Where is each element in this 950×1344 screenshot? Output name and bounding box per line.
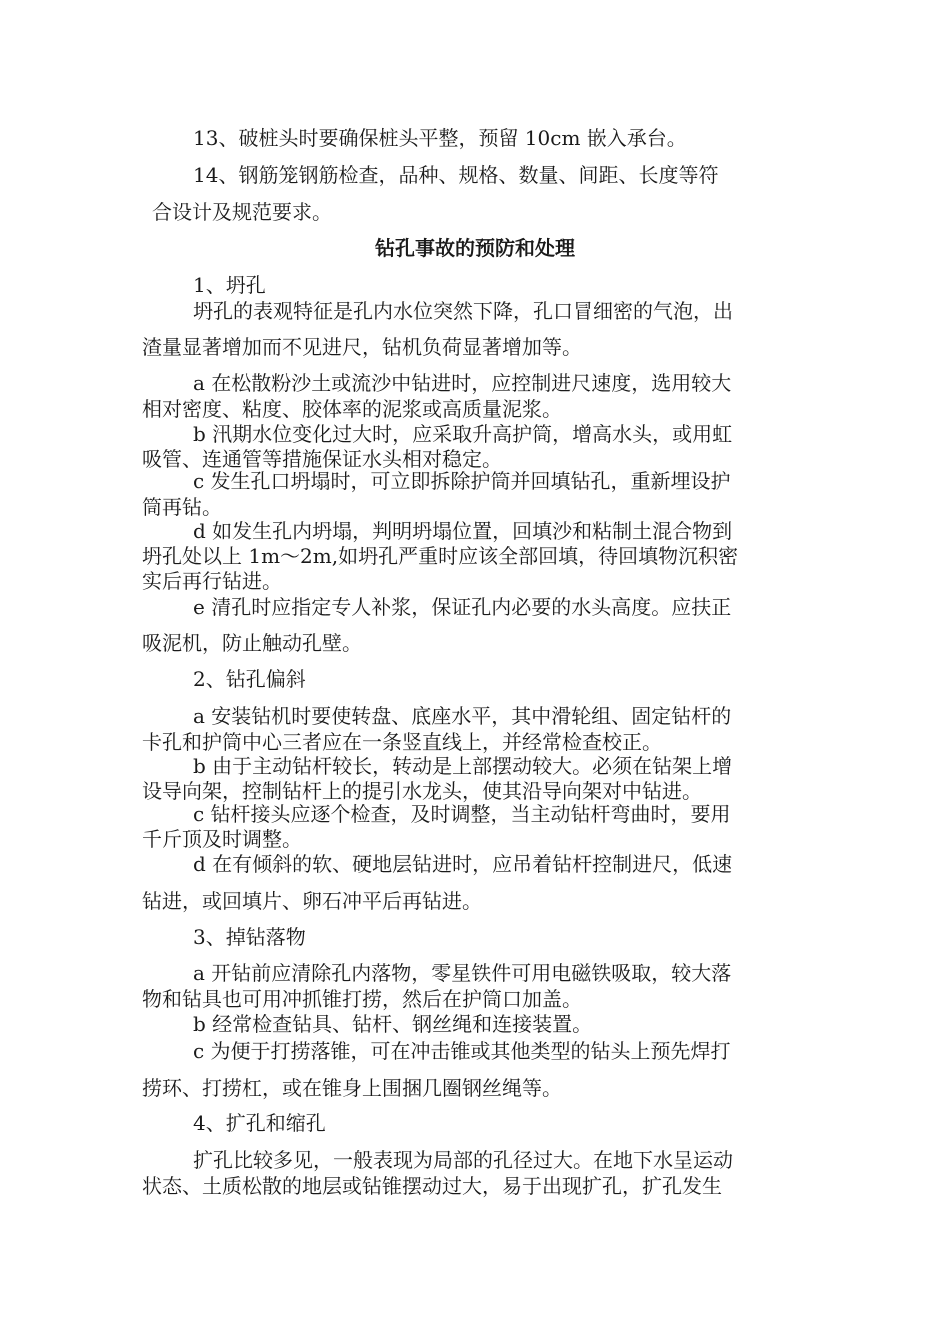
heading-collapse: 1、坍孔 (193, 273, 266, 297)
text-line: a 开钻前应清除孔内落物，零星铁件可用电磁铁吸取，较大落 (193, 961, 732, 985)
section-title: 钻孔事故的预防和处理 (375, 236, 575, 260)
heading-deviation: 2、钻孔偏斜 (193, 667, 306, 691)
text-line: 实后再行钻进。 (142, 569, 282, 593)
text-line: c 为便于打捞落锥，可在冲击锥或其他类型的钻头上预先焊打 (193, 1039, 731, 1063)
text-line: d 如发生孔内坍塌，判明坍塌位置，回填沙和粘制土混合物到 (193, 519, 733, 543)
text-line: 吸管、连通管等措施保证水头相对稳定。 (142, 447, 502, 471)
text-line: 捞环、打捞杠，或在锥身上围捆几圈钢丝绳等。 (142, 1076, 562, 1100)
text-line: a 安装钻机时要使转盘、底座水平，其中滑轮组、固定钻杆的 (193, 704, 732, 728)
text-line: b 汛期水位变化过大时，应采取升高护筒，增高水头，或用虹 (193, 422, 733, 446)
text-line: 卡孔和护筒中心三者应在一条竖直线上，并经常检查校正。 (142, 730, 662, 754)
heading-expand: 4、扩孔和缩孔 (193, 1111, 326, 1135)
text-line: b 由于主动钻杆较长，转动是上部摆动较大。必须在钻架上增 (193, 754, 733, 778)
text-line: 渣量显著增加而不见进尺，钻机负荷显著增加等。 (142, 335, 582, 359)
text-line: c 钻杆接头应逐个检查，及时调整，当主动钻杆弯曲时，要用 (193, 802, 731, 826)
text-line: 千斤顶及时调整。 (142, 827, 302, 851)
text-line: 相对密度、粘度、胶体率的泥浆或高质量泥浆。 (142, 397, 562, 421)
text-line: d 在有倾斜的软、硬地层钻进时，应吊着钻杆控制进尺，低速 (193, 852, 733, 876)
text-line: c 发生孔口坍塌时，可立即拆除护筒并回填钻孔，重新埋设护 (193, 469, 731, 493)
text-line: 吸泥机，防止触动孔壁。 (142, 631, 362, 655)
item-14-line1: 14、钢筋笼钢筋检查，品种、规格、数量、间距、长度等符 (193, 163, 719, 187)
text-line: 坍孔处以上 1m～2m,如坍孔严重时应该全部回填，待回填物沉积密 (142, 544, 739, 568)
text-line: 扩孔比较多见，一般表现为局部的孔径过大。在地下水呈运动 (193, 1148, 733, 1172)
text-line: a 在松散粉沙土或流沙中钻进时，应控制进尺速度，选用较大 (193, 371, 732, 395)
text-line: b 经常检查钻具、钻杆、钢丝绳和连接装置。 (193, 1012, 593, 1036)
text-line: e 清孔时应指定专人补浆，保证孔内必要的水头高度。应扶正 (193, 595, 732, 619)
heading-dropped: 3、掉钻落物 (193, 925, 306, 949)
text-line: 坍孔的表观特征是孔内水位突然下降，孔口冒细密的气泡，出 (193, 299, 733, 323)
item-14-line2: 合设计及规范要求。 (152, 200, 332, 224)
text-line: 筒再钻。 (142, 495, 222, 519)
text-line: 设导向架，控制钻杆上的提引水龙头，使其沿导向架对中钻进。 (142, 779, 702, 803)
text-line: 状态、土质松散的地层或钻锥摆动过大，易于出现扩孔，扩孔发生 (142, 1174, 722, 1198)
item-13: 13、破桩头时要确保桩头平整，预留 10cm 嵌入承台。 (193, 126, 687, 150)
text-line: 钻进，或回填片、卵石冲平后再钻进。 (142, 889, 482, 913)
text-line: 物和钻具也可用冲抓锥打捞，然后在护筒口加盖。 (142, 987, 582, 1011)
